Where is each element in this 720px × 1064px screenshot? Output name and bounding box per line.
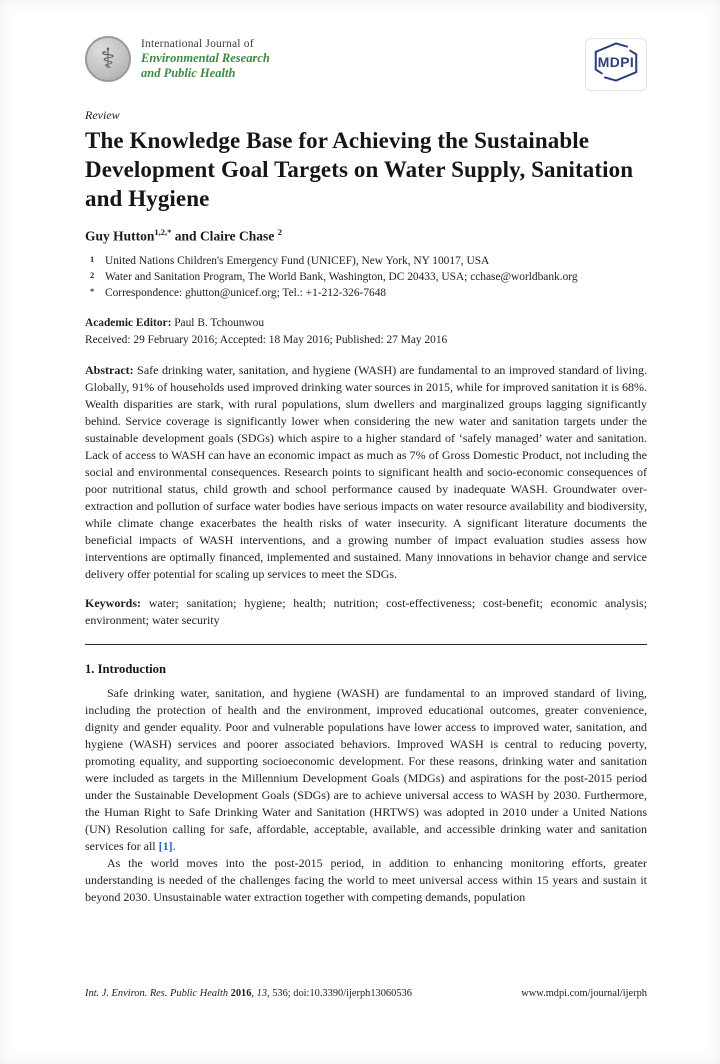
- editor-dates-block: [85, 315, 647, 349]
- academic-editor-label: Academic Editor:: [85, 316, 172, 329]
- authors-joiner: and: [174, 228, 197, 244]
- affiliation-marker: *: [90, 286, 95, 297]
- author-1-superscript: 1,2,*: [154, 226, 172, 237]
- author-2: Claire Chase: [199, 228, 275, 244]
- footer-journal-url[interactable]: www.mdpi.com/journal/ijerph: [521, 988, 647, 999]
- author-1: Guy Hutton: [85, 228, 155, 244]
- mdpi-hexagon-icon: [589, 41, 643, 83]
- journal-name: [141, 37, 270, 82]
- article-type-label: Review: [85, 108, 120, 122]
- affiliation-text: Correspondence: ghutton@unicef.org; Tel.: +1-212-326-7648: [105, 287, 387, 300]
- intro-heading: 1. Introduction: [85, 661, 166, 676]
- journal-name-line1: International Journal of: [141, 37, 254, 50]
- abstract-label: Abstract:: [85, 362, 134, 377]
- abstract-text: Safe drinking water, sanitation, and hygiene (WASH) are fundamental to an improved standard of living. Globally, 91% of households used improved drinking water sources in 2015, while for improved sanitation it is 68%. Wealth disparities are stark, with rural populations, slum dwellers and marginalized groups lagging significantly behind. Service coverage is significantly lower when considering the new water and sanitation targets under the sustainable development goals (SDGs) which aspire to a higher standard of ‘safely managed’ water and sanitation. Lack of access to WASH can have an economic impact as much as 7% of Gross Domestic Product, not including the social and environmental consequences. Research points to significant health and socio-economic consequences of poor nutritional status, child growth and school performance caused by inadequate WASH. Groundwater over-extraction and pollution of surface water bodies have serious impacts on water resource availability and biodiversity, while climate change exacerbates the health risks of water insecurity. A significant literature documents the beneficial impacts of WASH interventions, and a growing number of impact evaluation studies assess how interventions are optimally financed, implemented and sustained. Many innovations in behavior change and service delivery offer potential for scaling up services to meet the SDGs.: [85, 362, 648, 581]
- footer-volume: 13: [256, 988, 268, 999]
- mdpi-logo: [585, 38, 647, 91]
- intro-paragraph-1-text: Safe drinking water, sanitation, and hygiene (WASH) are fundamental to an improved standard of living, including the protection of health and the environment, improved educational outcomes, greater convenience, dignity and gender equality. Poor and vulnerable populations have lower access to improved water, sanitation, and hygiene (WASH) services and poorer associated behaviors. Improved WASH is central to reducing poverty, promoting equality, and supporting socioeconomic development. For these reasons, drinking water and sanitation were included as targets in the Millennium Development Goals (MDGs) and aspirations for the post-2015 period under the Sustainable Development Goals (SDGs) are to achieve universal access to WASH by 2030. Furthermore, the Human Right to Safe Drinking Water and Sanitation (HRTWS) was adopted in 2010 under a United Nations (UN) Resolution calling for safe, affordable, acceptable, available, and accessible drinking water and sanitation services for all: [85, 685, 647, 853]
- intro-paragraph-1-period: .: [172, 838, 176, 853]
- citation-1-link[interactable]: [1]: [158, 838, 173, 853]
- journal-name-line2: Environmental Research: [141, 50, 270, 65]
- footer-year: 2016: [230, 988, 252, 999]
- svg-text:MDPI: MDPI: [597, 54, 635, 71]
- journal-logo: [85, 36, 131, 82]
- section-divider: [85, 644, 647, 645]
- journal-name-line3: and Public Health: [141, 66, 236, 80]
- footer-journal-abbrev: Int. J. Environ. Res. Public Health: [85, 988, 229, 999]
- page-title: The Knowledge Base for Achieving the Sustainable Development Goal Targets on Water Supply, Sanitation and Hygiene: [85, 128, 634, 212]
- footer-doi: , 536; doi:10.3390/ijerph13060536: [267, 988, 412, 999]
- affiliations: [85, 253, 647, 302]
- affiliation-text: Water and Sanitation Program, The World Bank, Washington, DC 20433, USA; cchase@worldbank.org: [105, 271, 578, 284]
- keywords: [85, 595, 647, 629]
- keywords-label: Keywords:: [85, 595, 141, 610]
- footer-sep: ,: [251, 988, 257, 999]
- affiliation-marker: 1: [90, 254, 95, 265]
- footer-citation: [85, 988, 412, 999]
- page-header: [85, 36, 647, 91]
- affiliation-marker: 2: [90, 270, 95, 281]
- academic-editor-line: [85, 315, 647, 332]
- caduceus-globe-icon: ⚕: [100, 42, 116, 75]
- affiliation-text: United Nations Children's Emergency Fund (UNICEF), New York, NY 10017, USA: [105, 255, 490, 268]
- author-2-superscript: 2: [277, 226, 282, 237]
- affiliation-row: [85, 285, 647, 301]
- affiliation-row: [85, 253, 647, 269]
- affiliation-row: [85, 269, 647, 285]
- dates-line: Received: 29 February 2016; Accepted: 18 May 2016; Published: 27 May 2016: [85, 333, 448, 346]
- journal-brand: [85, 36, 270, 82]
- academic-editor-name: Paul B. Tchounwou: [174, 316, 265, 329]
- authors-line: [85, 227, 647, 245]
- abstract: [85, 362, 647, 583]
- keywords-text: water; sanitation; hygiene; health; nutrition; cost-effectiveness; cost-benefit; economic analysis; environment; water security: [85, 595, 648, 627]
- page-footer: [85, 988, 647, 999]
- intro-paragraph-1: [85, 685, 647, 855]
- intro-paragraph-2: As the world moves into the post-2015 period, in addition to enhancing monitoring efforts, greater understanding is needed of the challenges facing the world to meet universal access within 15 years and sustain it beyond 2030. Unsustainable water extraction together with competing demands, population: [85, 855, 647, 904]
